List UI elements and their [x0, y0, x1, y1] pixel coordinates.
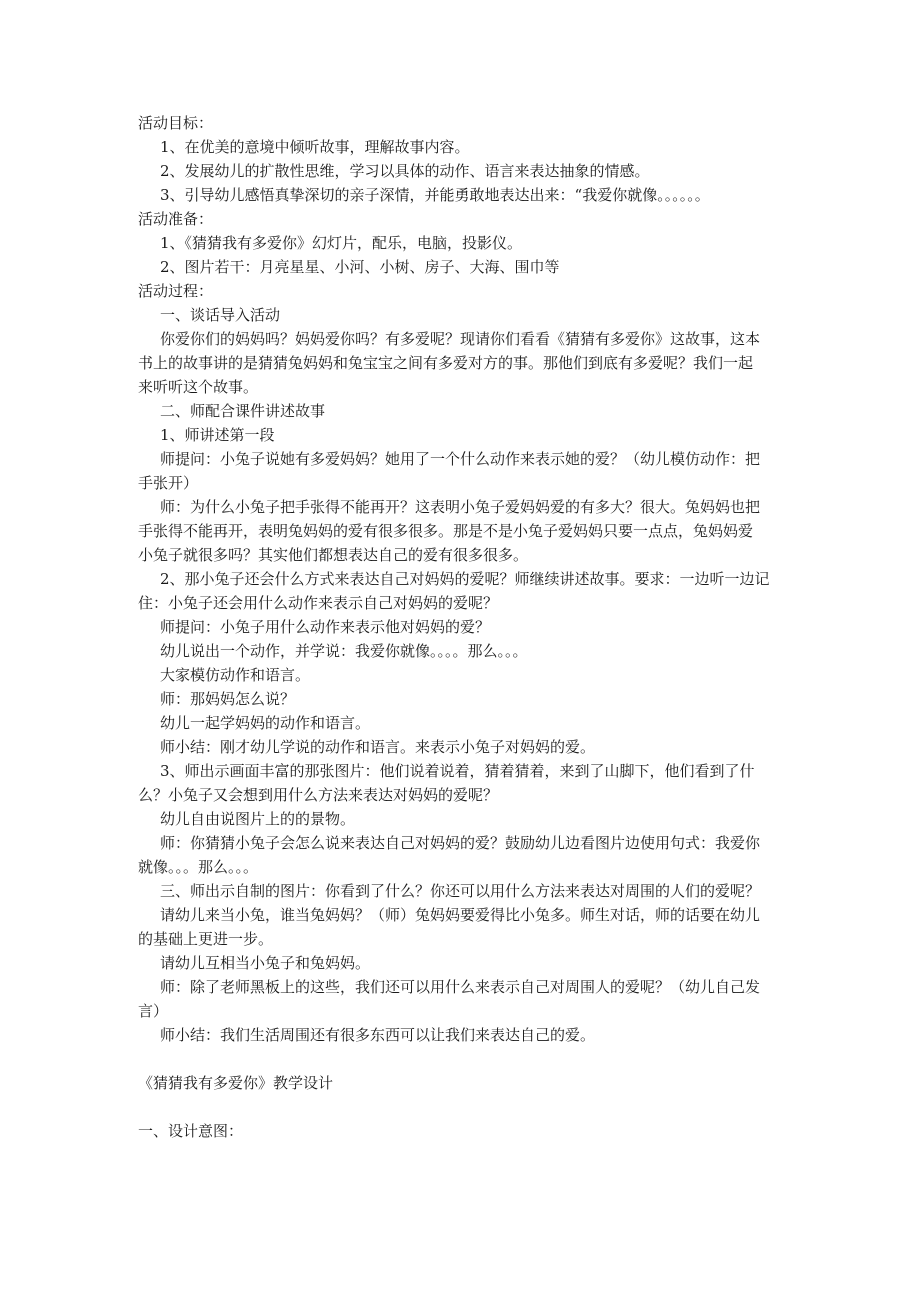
paragraph-line: 师提问：小兔子用什么动作来表示他对妈妈的爱？: [160, 618, 491, 636]
paragraph-line: 请幼儿互相当小兔子和兔妈妈。: [160, 954, 371, 972]
paragraph-line: 师小结：刚才幼儿学说的动作和语言。来表示小兔子对妈妈的爱。: [160, 738, 596, 756]
paragraph-line: 的基础上更进一步。: [138, 930, 274, 948]
document-title: 《猜猜我有多爱你》教学设计: [138, 1074, 334, 1092]
substep-heading: 1、师讲述第一段: [160, 426, 275, 444]
paragraph-line: 就像。。。那么。。。: [138, 858, 259, 876]
section-heading-process: 活动过程：: [138, 282, 214, 300]
paragraph-line: 手张开）: [138, 474, 199, 492]
paragraph-line: 来听听这个故事。: [138, 378, 259, 396]
goal-item-3: 3、引导幼儿感悟真挚深切的亲子深情，并能勇敢地表达出来：“我爱你就像。。。。。。: [160, 186, 710, 204]
section-heading-design-intent: 一、设计意图：: [138, 1122, 244, 1140]
paragraph-line: 幼儿说出一个动作，并学说：我爱你就像。。。。那么。。。: [160, 642, 528, 660]
paragraph-line: 幼儿一起学妈妈的动作和语言。: [160, 714, 371, 732]
paragraph-line: 大家模仿动作和语言。: [160, 666, 311, 684]
paragraph-line: 幼儿自由说图片上的的景物。: [160, 810, 356, 828]
paragraph-line: 住：小兔子还会用什么动作来表示自己对妈妈的爱呢？: [138, 594, 499, 612]
goal-item-2: 2、发展幼儿的扩散性思维，学习以具体的动作、语言来表达抽象的情感。: [160, 162, 650, 180]
paragraph-line: 师：你猜猜小兔子会怎么说来表达自己对妈妈的爱？鼓励幼儿边看图片边使用句式：我爱你: [160, 834, 761, 852]
paragraph-line: 么？小兔子又会想到用什么方法来表达对妈妈的爱呢？: [138, 786, 499, 804]
preparation-item-2: 2、图片若干：月亮星星、小河、小树、房子、大海、围巾等: [160, 258, 560, 276]
paragraph-line: 手张得不能再开，表明兔妈妈的爱有很多很多。那是不是小兔子爱妈妈只要一点点，兔妈妈爱: [138, 522, 754, 540]
paragraph-line: 小兔子就很多吗？其实他们都想表达自己的爱有很多很多。: [138, 546, 529, 564]
preparation-item-1: 1、《猜猜我有多爱你》幻灯片，配乐，电脑，投影仪。: [160, 234, 523, 252]
paragraph-line: 师：那妈妈怎么说？: [160, 690, 296, 708]
substep-heading: 2、那小兔子还会什么方式来表达自己对妈妈的爱呢？师继续讲述故事。要求：一边听一边记: [160, 570, 770, 588]
paragraph-line: 你爱你们的妈妈吗？妈妈爱你吗？有多爱呢？现请你们看看《猜猜有多爱你》这故事，这本: [160, 330, 761, 348]
goal-item-1: 1、在优美的意境中倾听故事，理解故事内容。: [160, 138, 470, 156]
substep-heading: 3、师出示画面丰富的那张图片：他们说着说着，猜着猜着，来到了山脚下，他们看到了什: [160, 762, 755, 780]
paragraph-line: 师：除了老师黑板上的这些，我们还可以用什么来表示自己对周围人的爱呢？（幼儿自己发: [160, 978, 761, 996]
section-heading-goals: 活动目标：: [138, 114, 214, 132]
process-step-3-heading: 三、师出示自制的图片：你看到了什么？你还可以用什么方法来表达对周围的人们的爱呢？: [160, 882, 761, 900]
section-heading-preparation: 活动准备：: [138, 210, 214, 228]
paragraph-line: 言）: [138, 1002, 169, 1020]
paragraph-line: 师提问：小兔子说她有多爱妈妈？她用了一个什么动作来表示她的爱？（幼儿模仿动作：把: [160, 450, 761, 468]
paragraph-line: 请幼儿来当小兔，谁当兔妈妈？（师）兔妈妈要爱得比小兔多。师生对话，师的话要在幼儿: [160, 906, 761, 924]
process-step-2-heading: 二、师配合课件讲述故事: [160, 402, 326, 420]
paragraph-line: 师小结：我们生活周围还有很多东西可以让我们来表达自己的爱。: [160, 1026, 596, 1044]
paragraph-line: 书上的故事讲的是猜猜兔妈妈和兔宝宝之间有多爱对方的事。那他们到底有多爱呢？我们一起: [138, 354, 754, 372]
paragraph-line: 师：为什么小兔子把手张得不能再开？这表明小兔子爱妈妈爱的有多大？很大。兔妈妈也把: [160, 498, 761, 516]
process-step-1-heading: 一、谈话导入活动: [160, 306, 281, 324]
